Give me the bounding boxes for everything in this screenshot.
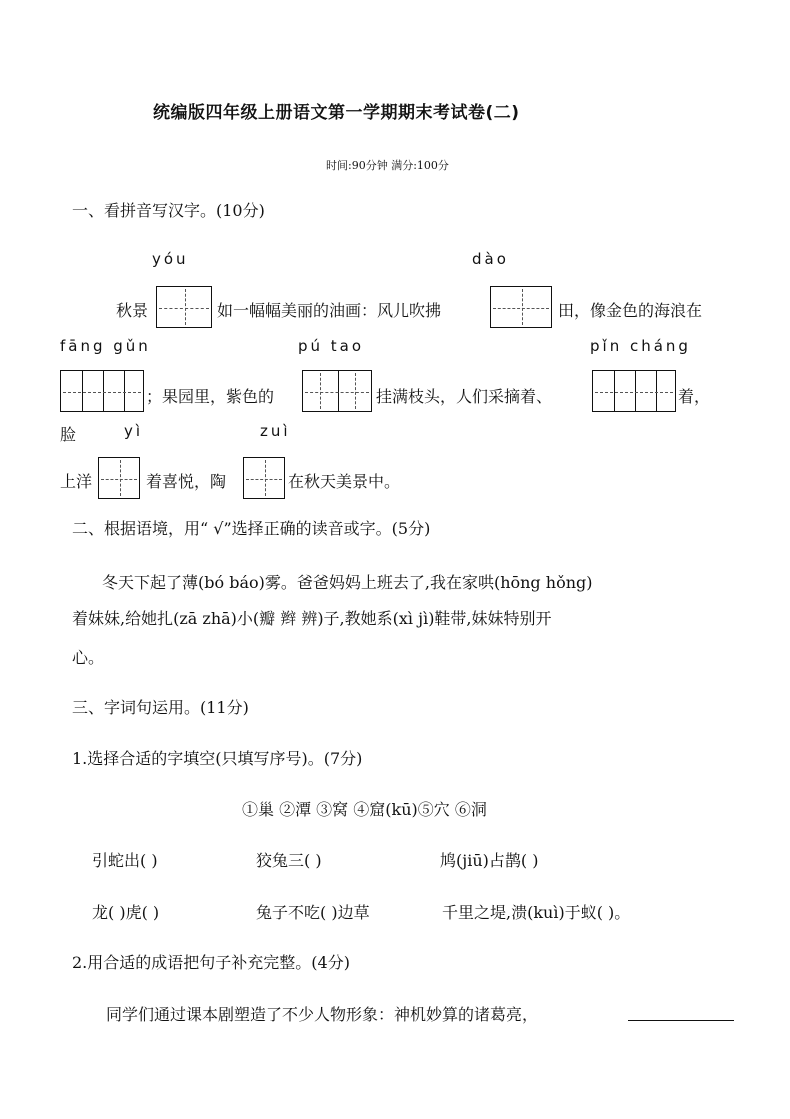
section2-heading: 二、根据语境，用“ √”选择正确的读音或字。(5分): [72, 519, 431, 538]
pinyin-pinchang: pǐn cháng: [590, 337, 691, 355]
text-ruyifu: 如一幅幅美丽的油画：风儿吹拂: [217, 301, 442, 320]
text-qiujing: 秋景: [116, 301, 149, 320]
section2-paragraph-line3: 心。: [72, 648, 105, 667]
answer-box-pinchang[interactable]: [592, 370, 676, 412]
section2-paragraph-line2: 着妹妹,给她扎(zā zhā)小(瓣 辫 辨)子,教她系(xì jì)鞋带,妹妹特别开: [72, 609, 552, 628]
q1-item: 兔子不吃( )边草: [256, 903, 370, 922]
text-zaiqiutian: 在秋天美景中。: [288, 472, 401, 491]
pinyin-yi: yì: [124, 422, 144, 440]
q1-item: 千里之堤,溃(kuì)于蚁( )。: [442, 903, 631, 922]
text-zhexiyue: 着喜悦，陶: [146, 472, 227, 491]
text-tian: 田，像金色的海浪在: [558, 301, 703, 320]
q2-answer-blank[interactable]: [628, 1004, 734, 1021]
q2-sentence: 同学们通过课本剧塑造了不少人物形象：神机妙算的诸葛亮，: [106, 1005, 539, 1024]
answer-box-putao[interactable]: [302, 370, 372, 412]
exam-info: 时间:90分钟 满分:100分: [326, 159, 449, 172]
answer-box-fanggun[interactable]: [60, 370, 144, 412]
pinyin-dao: dào: [472, 250, 509, 268]
section2-paragraph-line1: 冬天下起了薄(bó báo)雾。爸爸妈妈上班去了,我在家哄(hōng hǒng): [102, 573, 593, 592]
answer-box-yi[interactable]: [98, 457, 140, 499]
section1-heading: 一、看拼音写汉字。(10分): [72, 201, 265, 220]
page-title: 统编版四年级上册语文第一学期期末考试卷(二): [153, 103, 520, 123]
text-guoyuan: ；果园里，紫色的: [146, 387, 275, 406]
answer-box-dao[interactable]: [490, 286, 552, 328]
q1-item: 狡兔三( ): [256, 851, 322, 870]
text-shangyang: 上洋: [60, 472, 93, 491]
q1-item: 引蛇出( ): [92, 851, 158, 870]
pinyin-fanggun: fāng gǔn: [60, 337, 151, 355]
q1-item: 鸠(jiū)占鹊( ): [440, 851, 539, 870]
answer-box-zui[interactable]: [243, 457, 285, 499]
q1-heading: 1.选择合适的字填空(只填写序号)。(7分): [72, 749, 363, 768]
pinyin-you: yóu: [152, 250, 189, 268]
text-guaman: 挂满枝头，人们采摘着、: [376, 387, 553, 406]
section3-heading: 三、字词句运用。(11分): [72, 698, 249, 717]
q1-options: ①巢 ②潭 ③窝 ④窟(kū)⑤穴 ⑥洞: [242, 800, 487, 819]
q1-item: 龙( )虎( ): [92, 903, 160, 922]
pinyin-putao: pú tao: [298, 337, 365, 355]
text-lian: 脸: [60, 425, 77, 444]
answer-box-you[interactable]: [156, 286, 212, 328]
q2-heading: 2.用合适的成语把句子补充完整。(4分): [72, 953, 350, 972]
text-zhe: 着，: [678, 387, 711, 406]
pinyin-zui: zuì: [260, 422, 291, 440]
